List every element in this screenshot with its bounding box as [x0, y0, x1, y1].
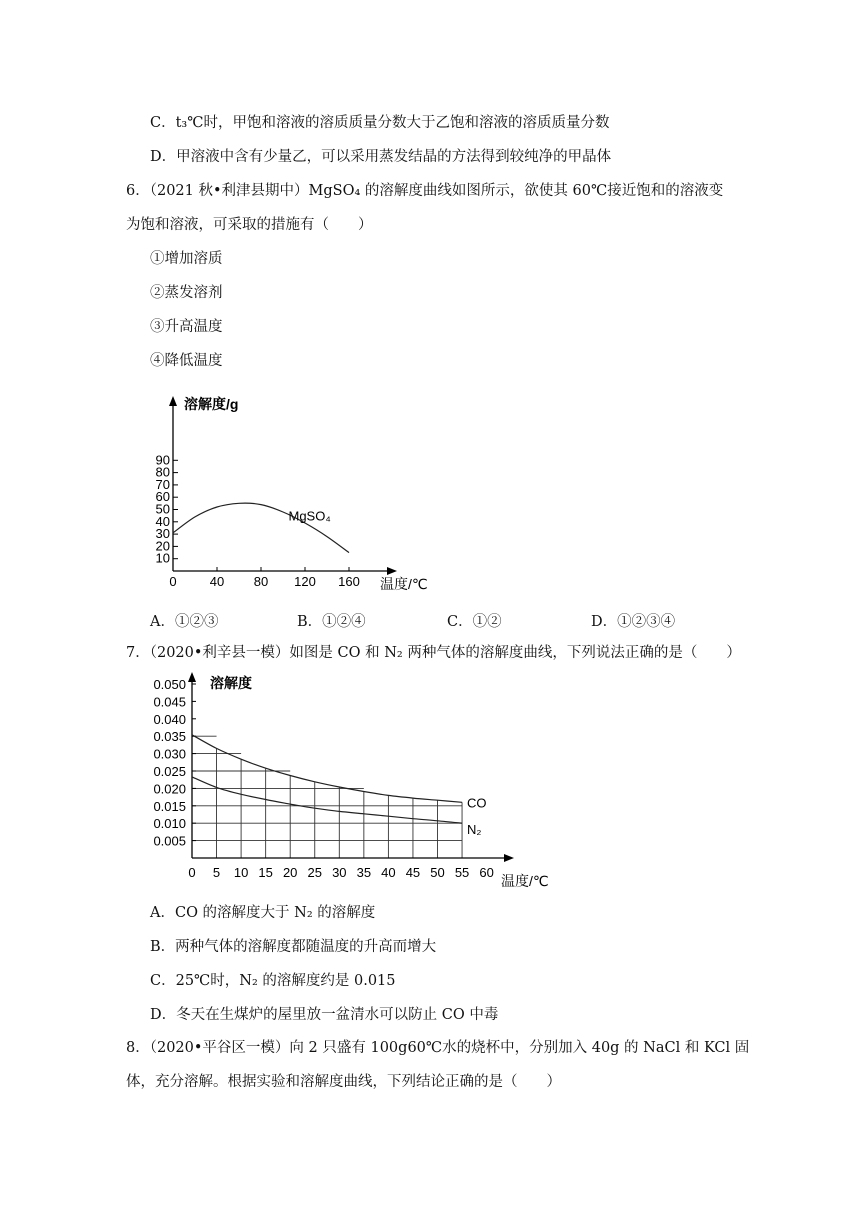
chart1-y-tick-label: 80 — [155, 464, 170, 480]
chart2-x-tick-label: 25 — [307, 865, 322, 880]
chart1-y-axis-label: 溶解度/g — [184, 396, 239, 412]
chart1-y-tick-label: 70 — [155, 476, 170, 492]
n2-curve — [192, 777, 462, 823]
q7-option-a: A．CO 的溶解度大于 N₂ 的溶解度 — [150, 905, 376, 921]
q6-measure-4: ④降低温度 — [150, 353, 223, 369]
chart2-y-tick-label: 0.010 — [153, 816, 186, 832]
chart1-y-arrow — [169, 396, 177, 406]
q5-option-c: C．t₃℃时，甲饱和溶液的溶质质量分数大于乙饱和溶液的溶质质量分数 — [150, 115, 610, 131]
chart2-x-tick-label: 50 — [430, 865, 445, 880]
q6-option-b: B．①②④ — [297, 614, 366, 630]
chart2-y-tick-label: 0.045 — [153, 694, 186, 710]
chart2-x-tick-label: 55 — [454, 865, 470, 880]
q6-measure-2: ②蒸发溶剂 — [150, 285, 223, 301]
chart2-x-tick-label: 30 — [332, 865, 347, 880]
q6-option-a: A．①②③ — [150, 614, 219, 630]
q6-option-c: C．①② — [447, 614, 502, 630]
chart2-x-axis-label: 温度/℃ — [501, 873, 549, 889]
chart1-y-tick-label: 10 — [155, 550, 170, 566]
chart2-x-tick-label: 40 — [381, 865, 396, 880]
chart2-y-tick-label: 0.025 — [153, 764, 186, 779]
chart2-x-tick-label: 20 — [282, 865, 298, 880]
q5-option-d: D．甲溶液中含有少量乙，可以采用蒸发结晶的方法得到较纯净的甲晶体 — [150, 149, 612, 165]
chart1-x-tick-label: 80 — [253, 574, 269, 589]
chart1-x-tick-label: 120 — [294, 574, 316, 589]
q7-option-d: D．冬天在生煤炉的屋里放一盆清水可以防止 CO 中毒 — [150, 1007, 499, 1023]
chart2-y-tick-label: 0.015 — [153, 798, 186, 814]
q6-stem-line1: 6．（2021 秋•利津县期中）MgSO₄ 的溶解度曲线如图所示，欲使其 60℃接近饱和的溶液变 — [126, 183, 724, 199]
q7-option-b: B．两种气体的溶解度都随温度的升高而增大 — [150, 939, 437, 955]
chart1-y-tick-label: 30 — [155, 526, 170, 542]
chart1-y-tick-label: 50 — [155, 501, 170, 517]
chart1-y-tick-label: 90 — [155, 452, 170, 468]
chart1-series — [173, 503, 349, 552]
q6-option-d: D．①②③④ — [591, 614, 676, 630]
chart1-y-tick-label: 20 — [155, 538, 170, 554]
chart1-x-tick-label: 0 — [169, 574, 177, 589]
chart2-y-tick-label: 0.020 — [153, 781, 186, 797]
q6-measure-3: ③升高温度 — [150, 319, 223, 335]
chart1-y-tick-label: 60 — [155, 489, 170, 505]
chart2-y-arrow — [188, 672, 196, 682]
chart2-y-tick-label: 0.040 — [153, 711, 186, 727]
chart2-x-tick-label: 35 — [356, 865, 372, 880]
q8-stem-line2: 体，充分溶解。根据实验和溶解度曲线，下列结论正确的是（ ） — [126, 1074, 561, 1090]
chart2-x-tick-label: 10 — [233, 865, 249, 880]
chart2-y-axis-label: 溶解度 — [210, 675, 252, 691]
chart2-y-tick-label: 0.030 — [153, 746, 186, 762]
chart2-x-tick-label: 0 — [188, 865, 196, 880]
mgso4-series-label: MgSO₄ — [288, 508, 331, 524]
q6-stem-line2: 为饱和溶液，可采取的措施有（ ） — [126, 217, 373, 233]
chart1-x-tick-label: 40 — [209, 574, 225, 589]
chart2-axes — [188, 672, 514, 862]
chart2-grid — [192, 736, 462, 858]
chart2-x-tick-label: 5 — [212, 865, 221, 880]
gas-solubility-chart — [140, 664, 570, 896]
chart2-x-tick-label: 15 — [258, 865, 273, 880]
chart2-x-tick-label: 45 — [405, 865, 421, 880]
chart2-x-tick-label: 60 — [479, 865, 494, 880]
chart2-y-tick-label: 0.035 — [153, 729, 186, 745]
mgso4-solubility-chart — [140, 378, 460, 598]
chart2-x-arrow — [504, 854, 514, 862]
q8-stem-line1: 8．（2020•平谷区一模）向 2 只盛有 100g60℃水的烧杯中，分别加入 40g 的 NaCl 和 KCl 固 — [126, 1040, 750, 1056]
chart2-y-tick-label: 0.005 — [153, 833, 186, 849]
chart1-x-arrow — [387, 567, 397, 575]
q7-stem: 7．（2020•利辛县一模）如图是 CO 和 N₂ 两种气体的溶解度曲线，下列说法正确的是（ ） — [126, 645, 741, 661]
chart2-ticks — [153, 677, 493, 880]
chart1-x-tick-label: 160 — [338, 574, 360, 589]
q7-option-c: C．25℃时，N₂ 的溶解度约是 0.015 — [150, 973, 396, 989]
chart1-x-axis-label: 温度/℃ — [380, 576, 428, 592]
chart1-axes — [169, 396, 397, 575]
chart2-y-tick-label: 0.050 — [153, 677, 186, 692]
chart1-y-tick-label: 40 — [155, 513, 170, 529]
co-series-label: CO — [467, 795, 487, 811]
q6-measure-1: ①增加溶质 — [150, 251, 223, 267]
n2-series-label: N₂ — [467, 822, 482, 838]
